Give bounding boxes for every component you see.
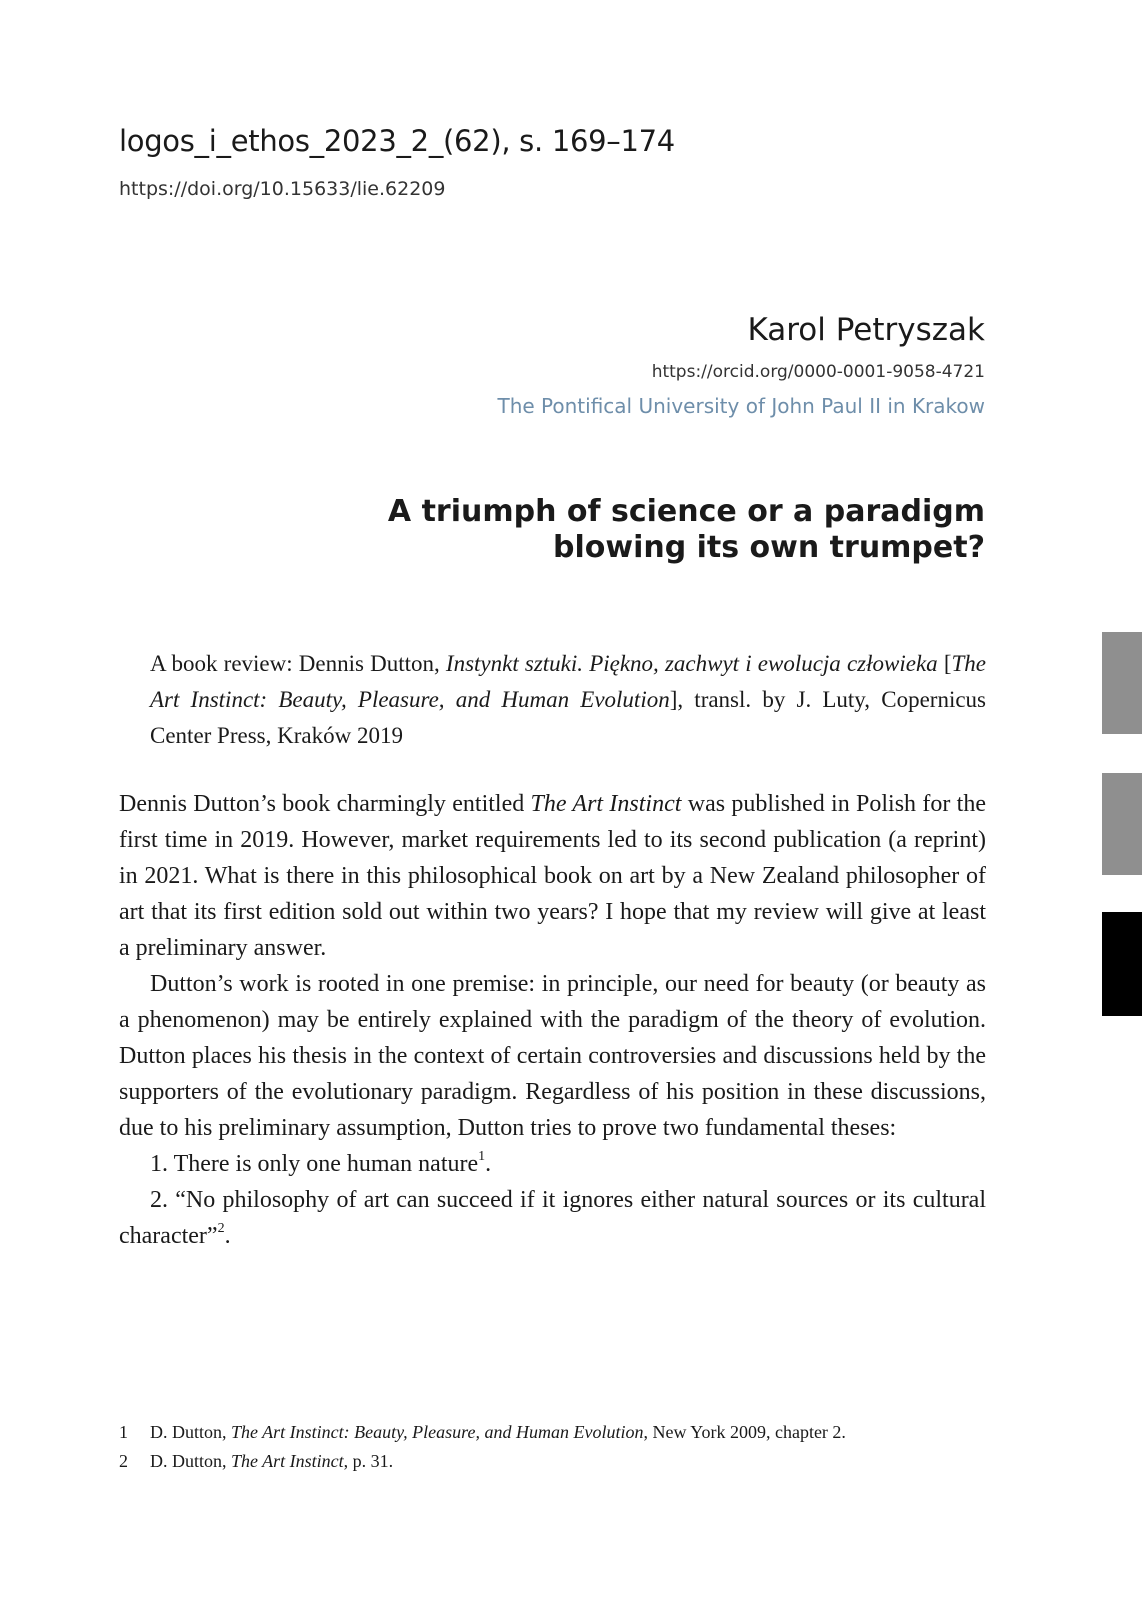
footnote-2-text bbox=[150, 1447, 393, 1476]
footnote-ref-1[interactable]: 1 bbox=[478, 1149, 486, 1164]
review-note-suffix: ], transl. by J. Luty, Copernicus Center Press, Kraków 2019 bbox=[150, 687, 986, 748]
paragraph-2: Dutton’s work is rooted in one premise: in principle, our need for beauty (or beauty as a phenomenon) may be entirely explained with the paradigm of the theory of evolution. Dutton places his thesis in the context of certain controversies and discussions held by the supporters of the evolutionary paradigm. Regardless of his position in these discussions, due to his preliminary assumption, Dutton tries to prove two fundamental theses: bbox=[119, 971, 986, 1141]
article-title-line-2: blowing its own trumpet? bbox=[552, 530, 985, 565]
footnote-2-author: D. Dutton, bbox=[150, 1451, 231, 1471]
side-thumb-tab-3 bbox=[1102, 912, 1142, 1016]
paragraph-1-text-a: Dennis Dutton’s book charmingly entitled bbox=[119, 791, 531, 817]
thesis-item-1-text: 1. There is only one human nature bbox=[150, 1151, 479, 1177]
thesis-item-2-text: 2. “No philosophy of art can succeed if it ignores either natural sources or its cultural character” bbox=[119, 1187, 986, 1249]
footnotes bbox=[119, 1418, 1019, 1476]
footnote-1-text bbox=[150, 1418, 846, 1447]
footnote-1-number: 1 bbox=[119, 1422, 128, 1442]
paragraph-1-book-title: The Art Instinct bbox=[530, 791, 682, 817]
paragraph-1-text-b: was published in Polish for the first time in 2019. However, market requirements led to its second publication (a reprint) in 2021. What is there in this philosophical book on art by a New Zealand philosopher of art that its first edition sold out within two years? I hope that my review will give at least a preliminary answer. bbox=[119, 791, 986, 961]
footnote-2-details: , p. 31. bbox=[343, 1451, 394, 1471]
review-note-prefix: A book review: Dennis Dutton, bbox=[150, 651, 446, 676]
thesis-item-2 bbox=[119, 1182, 986, 1254]
footnote-1-author: D. Dutton, bbox=[150, 1422, 231, 1442]
footnote-2 bbox=[119, 1447, 1019, 1476]
footnote-1 bbox=[119, 1418, 1019, 1447]
author-name: Karol Petryszak bbox=[747, 312, 985, 348]
paragraph-1 bbox=[119, 786, 986, 966]
side-thumb-tab-1 bbox=[1102, 632, 1142, 734]
review-english-title: The Art Instinct: Beauty, Pleasure, and Human Evolution bbox=[150, 651, 986, 712]
footnote-2-title: The Art Instinct bbox=[231, 1451, 344, 1471]
side-thumb-tab-2 bbox=[1102, 773, 1142, 875]
thesis-item-2-end: . bbox=[224, 1223, 231, 1249]
review-polish-title: Instynkt sztuki. Piękno, zachwyt i ewolucja człowieka bbox=[445, 651, 938, 676]
article-body bbox=[119, 786, 986, 1254]
footnote-1-title: The Art Instinct: Beauty, Pleasure, and Human Evolution bbox=[231, 1422, 644, 1442]
thesis-item-1 bbox=[119, 1146, 986, 1182]
author-affiliation: The Pontifical University of John Paul II in Krakow bbox=[497, 394, 985, 418]
article-title bbox=[385, 494, 985, 566]
footnote-1-details: , New York 2009, chapter 2. bbox=[643, 1422, 846, 1442]
thesis-item-1-end: . bbox=[485, 1151, 492, 1177]
footnote-ref-2[interactable]: 2 bbox=[217, 1221, 225, 1236]
article-title-line-1: A triumph of science or a paradigm bbox=[387, 494, 985, 529]
journal-reference: logos_i_ethos_2023_2_(62), s. 169–174 bbox=[119, 124, 675, 158]
doi-link[interactable]: https://doi.org/10.15633/lie.62209 bbox=[119, 178, 446, 200]
footnote-2-number: 2 bbox=[119, 1451, 128, 1471]
review-bracket-open: [ bbox=[937, 651, 952, 676]
book-review-note bbox=[150, 646, 986, 754]
orcid-link[interactable]: https://orcid.org/0000-0001-9058-4721 bbox=[651, 362, 985, 382]
